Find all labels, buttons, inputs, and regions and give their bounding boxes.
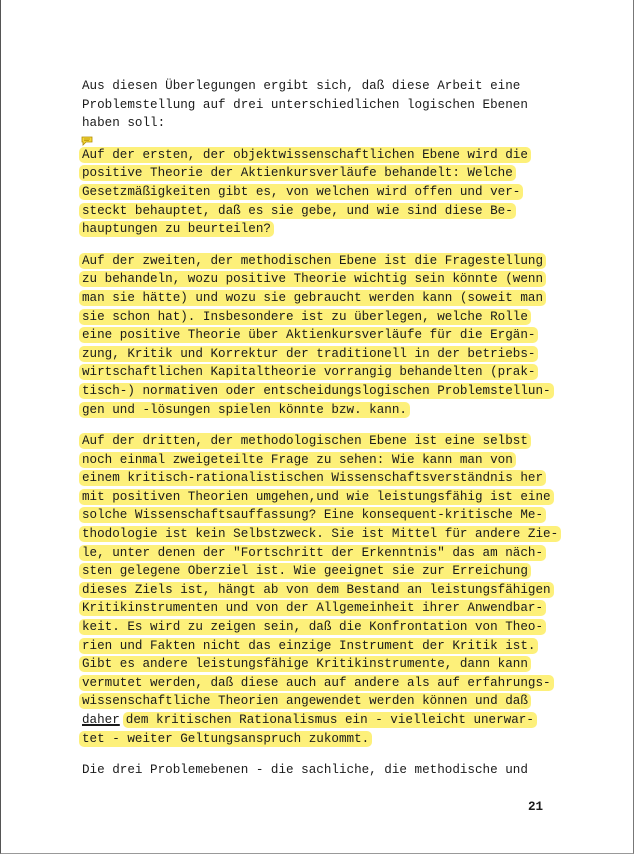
underlined-word: daher: [82, 713, 120, 727]
text-line: [82, 308, 562, 327]
highlight: dem kritischen Rationalismus ein - vielleicht unerwar-: [123, 712, 537, 728]
text-line: [82, 562, 562, 581]
text-line: [82, 674, 562, 693]
text-line: [82, 146, 562, 165]
highlight: eine positive Theorie über Aktienkursverläufe für die Ergän-: [79, 327, 538, 343]
highlight: positive Theorie der Aktienkursverläufe behandelt: Welche: [79, 165, 516, 181]
text-line: [82, 655, 562, 674]
highlight: zung, Kritik und Korrektur der traditionell in der betriebs-: [79, 346, 538, 362]
highlight: mit positiven Theorien umgehen,und wie leistungsfähig ist eine: [79, 489, 554, 505]
text-line: [82, 692, 562, 711]
text-line: [82, 326, 562, 345]
highlight: rien und Fakten nicht das einzige Instrument der Kritik ist.: [79, 638, 538, 654]
highlight: sten gelegene Oberziel ist. Wie geeignet sie zur Erreichung: [79, 563, 531, 579]
highlight: gen und -lösungen spielen könnte bzw. kann.: [79, 402, 410, 418]
line-text: Problemstellung auf drei unterschiedlichen logischen Ebenen: [82, 97, 528, 112]
highlight: einem kritisch-rationalistischen Wissenschaftsverständnis her: [79, 470, 546, 486]
line-text: Aus diesen Überlegungen ergibt sich, daß diese Arbeit eine: [82, 79, 521, 93]
text-line: [82, 637, 562, 656]
highlight: Auf der ersten, der objektwissenschaftlichen Ebene wird die: [79, 147, 531, 163]
highlight: vermutet werden, daß diese auch auf andere als auf erfahrungs-: [79, 675, 554, 691]
highlight: tet - weiter Geltungsanspruch zukommt.: [79, 731, 372, 747]
highlight: zu behandeln, wozu positive Theorie wichtig sein könnte (wenn: [79, 271, 546, 287]
body-text: [82, 77, 562, 793]
highlight: noch einmal zweigeteilte Frage zu sehen: Wie kann man von: [79, 452, 516, 468]
text-line: [82, 544, 562, 563]
text-line: [82, 77, 562, 96]
text-line: [82, 469, 562, 488]
page-number: 21: [528, 800, 544, 814]
highlight: tisch-) normativen oder entscheidungslogischen Problemstellun-: [79, 383, 554, 399]
text-line: [82, 761, 562, 780]
text-line: [82, 488, 562, 507]
highlight: Auf der zweiten, der methodischen Ebene ist die Fragestellung: [79, 253, 546, 269]
text-line: [82, 289, 562, 308]
highlighted-paragraph: [82, 252, 562, 419]
text-line: [82, 202, 562, 221]
text-line: [82, 432, 562, 451]
highlighted-paragraph: [82, 146, 562, 239]
text-line: [82, 599, 562, 618]
text-line: [82, 220, 562, 239]
highlight: wirtschaftlichen Kapitaltheorie vorrangig behandelten (prak-: [79, 364, 538, 380]
text-line: [82, 345, 562, 364]
highlight: keit. Es wird zu zeigen sein, daß die Konfrontation von Theo-: [79, 619, 546, 635]
text-line: [82, 581, 562, 600]
text-line: [82, 114, 562, 133]
highlight: dieses Ziels ist, hängt ab von dem Bestand an leistungsfähigen: [79, 582, 554, 598]
highlight: Gibt es andere leistungsfähige Kritikinstrumente, dann kann: [79, 656, 531, 672]
text-line: [82, 618, 562, 637]
text-line: [82, 525, 562, 544]
highlight: Kritikinstrumenten und von der Allgemeinheit ihrer Anwendbar-: [79, 600, 546, 616]
text-line: [82, 183, 562, 202]
text-line: [82, 382, 562, 401]
highlight: thodologie ist kein Selbstzweck. Sie ist Mittel für andere Zie-: [79, 526, 561, 542]
paragraph: [82, 761, 562, 780]
text-line: [82, 96, 562, 115]
highlight: steckt behauptet, daß es sie gebe, und wie sind diese Be-: [79, 203, 516, 219]
text-line: [82, 164, 562, 183]
text-line: [82, 451, 562, 470]
text-line: [82, 363, 562, 382]
highlight: solche Wissenschaftsauffassung? Eine konsequent-kritische Me-: [79, 507, 546, 523]
text-line: [82, 711, 562, 730]
highlight: Auf der dritten, der methodologischen Ebene ist eine selbst: [79, 433, 531, 449]
highlight: wissenschaftliche Theorien angewendet werden können und daß: [79, 693, 531, 709]
highlighted-paragraph: [82, 432, 562, 748]
text-line: [82, 506, 562, 525]
line-text: haben soll:: [82, 116, 166, 131]
text-line: [82, 252, 562, 271]
highlight: Gesetzmäßigkeiten gibt es, von welchen wird offen und ver-: [79, 184, 523, 200]
paragraph: [82, 77, 562, 133]
text-line: [82, 401, 562, 420]
highlight: sie schon hat). Insbesondere ist zu überlegen, welche Rolle: [79, 309, 531, 325]
line-text: Die drei Problemebenen - die sachliche, die methodische und: [82, 763, 528, 778]
highlight: hauptungen zu beurteilen?: [79, 221, 274, 237]
highlight: le, unter denen der "Fortschritt der Erkenntnis" das am näch-: [79, 545, 546, 561]
text-line: [82, 730, 562, 749]
text-line: [82, 270, 562, 289]
highlight: man sie hätte) und wozu sie gebraucht werden kann (soweit man: [79, 290, 546, 306]
